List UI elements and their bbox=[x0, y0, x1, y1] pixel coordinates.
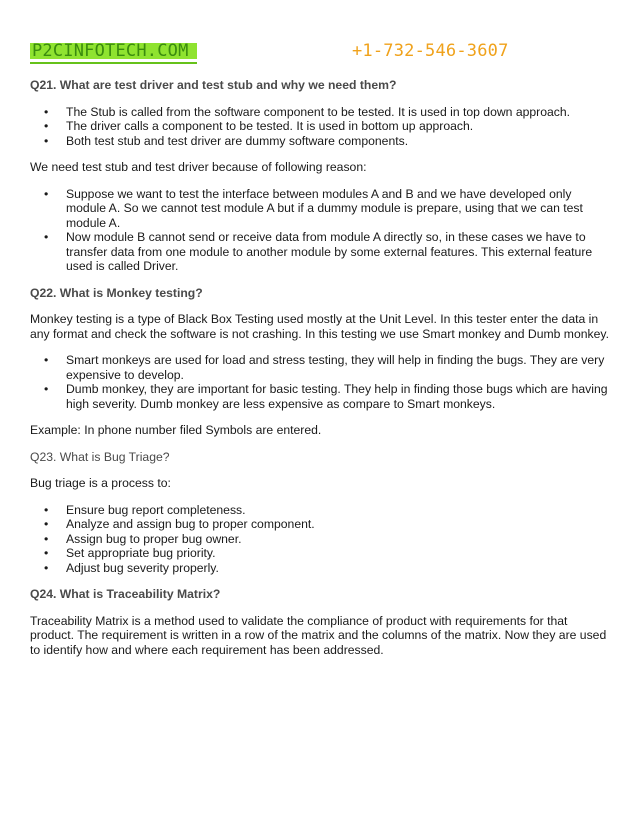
q23-heading: Q23. What is Bug Triage? bbox=[30, 449, 170, 464]
q24-heading: Q24. What is Traceability Matrix? bbox=[30, 587, 221, 601]
q21-bullet-list bbox=[30, 105, 610, 149]
brand-logo[interactable] bbox=[30, 40, 197, 64]
brand-text: P2CINFOTECH.COM bbox=[32, 41, 189, 61]
q22-bullet-list bbox=[30, 353, 610, 411]
document-content bbox=[30, 78, 610, 669]
list-item: • Adjust bug severity properly. bbox=[66, 561, 610, 576]
q22-heading: Q22. What is Monkey testing? bbox=[30, 285, 203, 300]
list-item: • Ensure bug report completeness. bbox=[66, 503, 610, 518]
list-item: • Both test stub and test driver are dummy software components. bbox=[66, 134, 610, 149]
q21-reason-list bbox=[30, 187, 610, 274]
q22-example: Example: In phone number filed Symbols are entered. bbox=[30, 423, 322, 437]
list-item: • The driver calls a component to be tested. It is used in bottom up approach. bbox=[66, 119, 610, 134]
list-item: • Set appropriate bug priority. bbox=[66, 546, 610, 561]
list-item: • Dumb monkey, they are important for basic testing. They help in finding those bugs which are having high severity. Dumb monkey are less expensive as compare to Smart monkeys. bbox=[66, 382, 610, 411]
list-item: • Now module B cannot send or receive data from module A directly so, in these cases we have to transfer data from one module to another module by some external features. This external feature used is called Driver. bbox=[66, 230, 610, 274]
list-item: • Suppose we want to test the interface between modules A and B and we have developed only module A. So we cannot test module A but if a dummy module is prepare, using that we can test module A. bbox=[66, 187, 610, 231]
q23-intro: Bug triage is a process to: bbox=[30, 476, 171, 490]
phone-number[interactable]: +1-732-546-3607 bbox=[352, 41, 509, 61]
q22-intro: Monkey testing is a type of Black Box Testing used mostly at the Unit Level. In this tester enter the data in any format and check the software is not crashing. In this testing we use Smart monkey and Dumb monkey. bbox=[30, 312, 609, 341]
q23-bullet-list bbox=[30, 503, 610, 576]
q21-heading: Q21. What are test driver and test stub and why we need them? bbox=[30, 78, 397, 92]
list-item: • Smart monkeys are used for load and stress testing, they will help in finding the bugs. They are very expensive to develop. bbox=[66, 353, 610, 382]
list-item: • The Stub is called from the software component to be tested. It is used in top down approach. bbox=[66, 105, 610, 120]
q24-body: Traceability Matrix is a method used to validate the compliance of product with requirements for that product. The requirement is written in a row of the matrix and the columns of the matrix. Now they are used to identify how and where each requirement has been addressed. bbox=[30, 613, 607, 657]
q21-reason-intro: We need test stub and test driver because of following reason: bbox=[30, 160, 367, 174]
page-header bbox=[30, 40, 610, 66]
list-item: • Assign bug to proper bug owner. bbox=[66, 532, 610, 547]
list-item: • Analyze and assign bug to proper component. bbox=[66, 517, 610, 532]
